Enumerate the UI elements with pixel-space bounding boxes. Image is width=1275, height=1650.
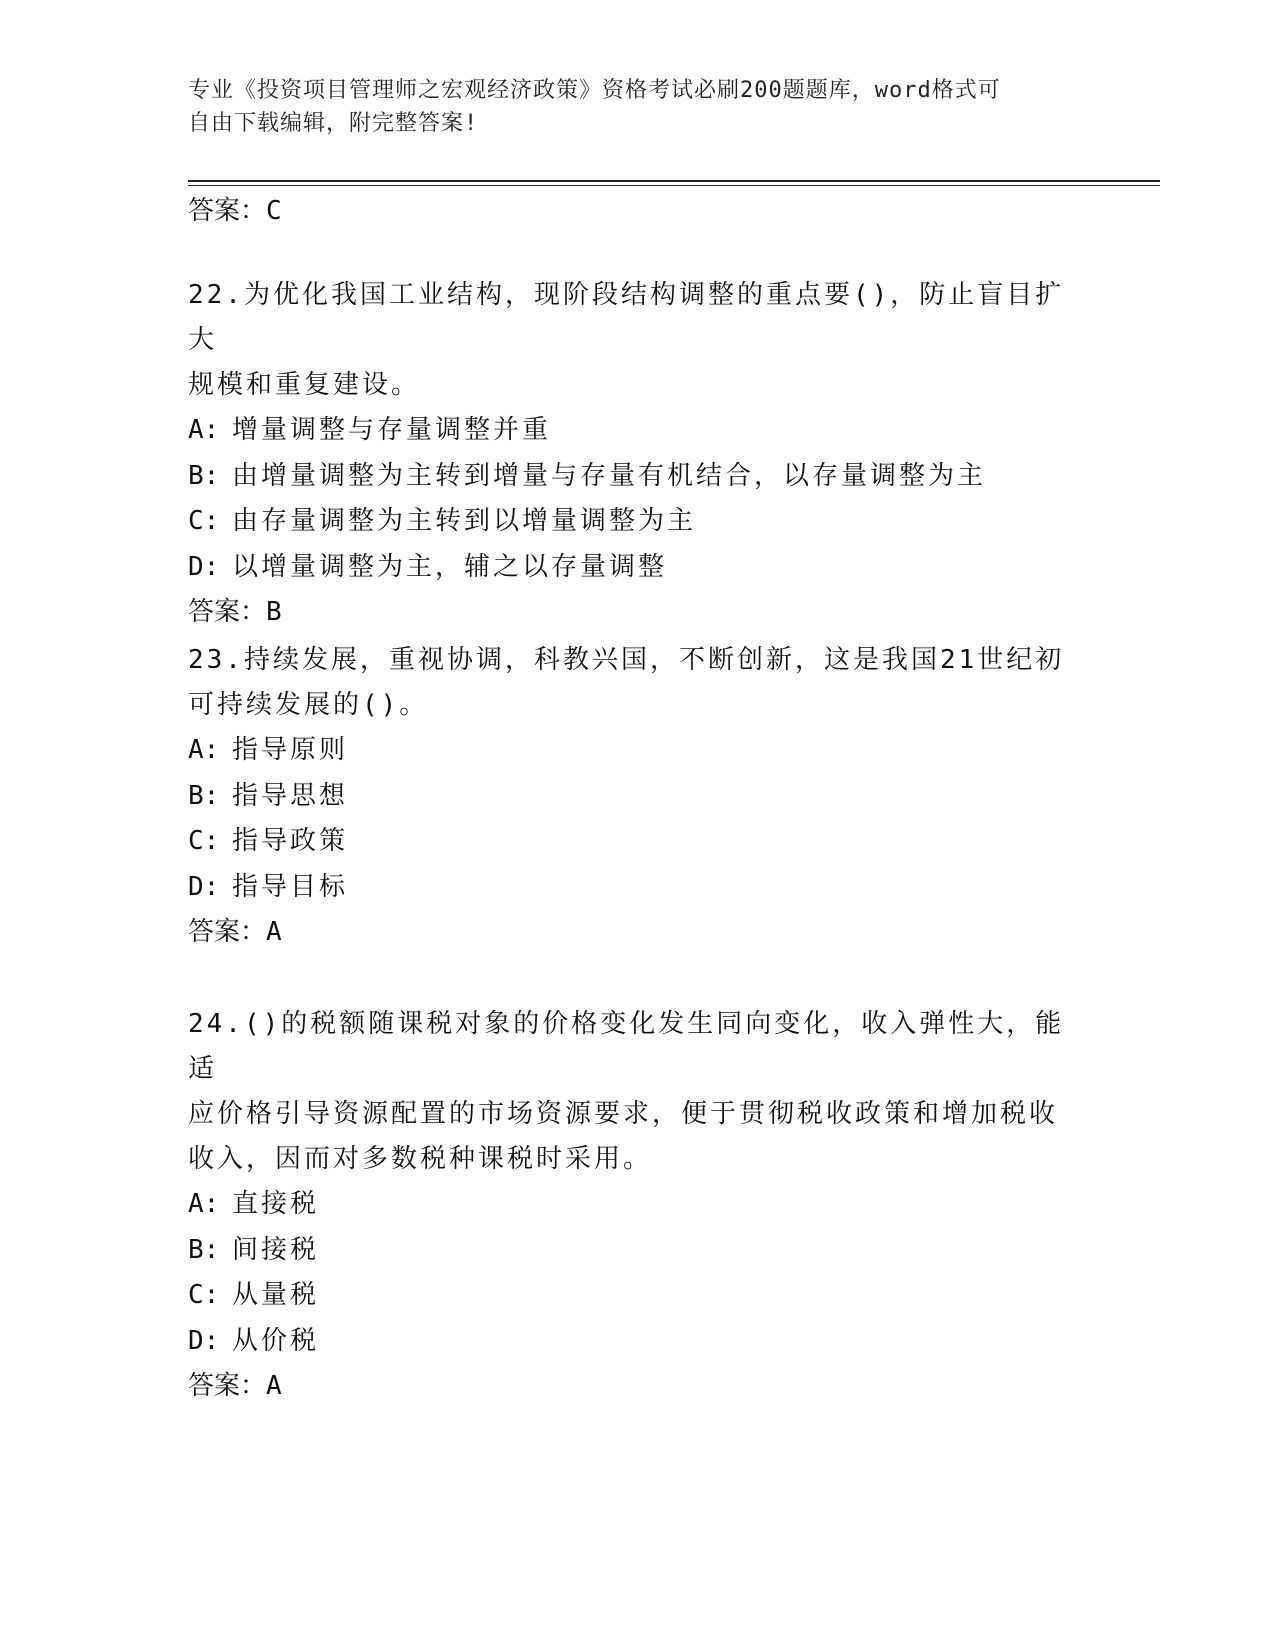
- option-label: D:: [188, 1325, 220, 1356]
- page-header: [188, 74, 1088, 140]
- answer: 答案：A: [188, 1371, 282, 1401]
- question-24: [188, 1002, 1088, 1410]
- answer: 答案：B: [188, 597, 282, 627]
- option-label: C:: [188, 826, 220, 856]
- option-text: 增量调整与存量调整并重: [232, 415, 552, 445]
- option-text: 直接税: [232, 1189, 320, 1219]
- answer: 答案：A: [188, 917, 282, 947]
- option-label: B:: [188, 780, 220, 811]
- option-label: B:: [188, 460, 220, 491]
- option-a: [188, 728, 1088, 774]
- question-stem-line: 收入，因而对多数税种课税时采用。: [188, 1144, 653, 1174]
- option-text: 由存量调整为主转到以增量调整为主: [232, 506, 697, 536]
- question-22: [188, 273, 1088, 636]
- option-b: [188, 1228, 1088, 1274]
- option-d: [188, 865, 1088, 911]
- option-label: C:: [188, 506, 220, 536]
- option-text: 指导政策: [232, 826, 349, 856]
- option-text: 以增量调整为主，辅之以存量调整: [232, 551, 668, 582]
- option-b: [188, 454, 1088, 500]
- question-stem-line: 规模和重复建设。: [188, 370, 421, 400]
- option-c: [188, 819, 1088, 865]
- option-label: A:: [188, 415, 220, 445]
- option-text: 从量税: [232, 1280, 320, 1310]
- header-line-2: 自由下载编辑，附完整答案!: [188, 111, 479, 136]
- option-label: A:: [188, 735, 220, 765]
- option-text: 从价税: [232, 1325, 320, 1356]
- previous-answer: 答案：C: [188, 196, 282, 226]
- header-divider-thin: [188, 185, 1160, 186]
- question-stem-line: 24.()的税额随课税对象的价格变化发生同向变化，收入弹性大，能适: [188, 1009, 1065, 1084]
- option-label: B:: [188, 1234, 220, 1265]
- option-text: 指导目标: [232, 871, 349, 902]
- option-label: D:: [188, 871, 220, 902]
- option-c: [188, 1273, 1088, 1319]
- option-label: A:: [188, 1189, 220, 1219]
- option-label: C:: [188, 1280, 220, 1310]
- option-label: D:: [188, 551, 220, 582]
- option-text: 间接税: [232, 1234, 320, 1265]
- option-b: [188, 774, 1088, 820]
- option-a: [188, 1182, 1088, 1228]
- question-stem-line: 23.持续发展，重视协调，科教兴国，不断创新，这是我国21世纪初: [188, 645, 1065, 675]
- question-stem-line: 22.为优化我国工业结构，现阶段结构调整的重点要()，防止盲目扩大: [188, 280, 1065, 355]
- option-text: 由增量调整为主转到增量与存量有机结合，以存量调整为主: [232, 460, 987, 491]
- header-divider: [188, 180, 1160, 182]
- header-line-1: 专业《投资项目管理师之宏观经济政策》资格考试必刷200题题库，word格式可: [188, 78, 1001, 103]
- option-text: 指导原则: [232, 735, 349, 765]
- option-d: [188, 1319, 1088, 1365]
- question-stem-line: 可持续发展的()。: [188, 690, 429, 720]
- option-c: [188, 499, 1088, 545]
- question-23: [188, 638, 1088, 956]
- option-text: 指导思想: [232, 780, 349, 811]
- option-d: [188, 545, 1088, 591]
- question-stem-line: 应价格引导资源配置的市场资源要求，便于贯彻税收政策和增加税收: [188, 1099, 1059, 1129]
- option-a: [188, 408, 1088, 454]
